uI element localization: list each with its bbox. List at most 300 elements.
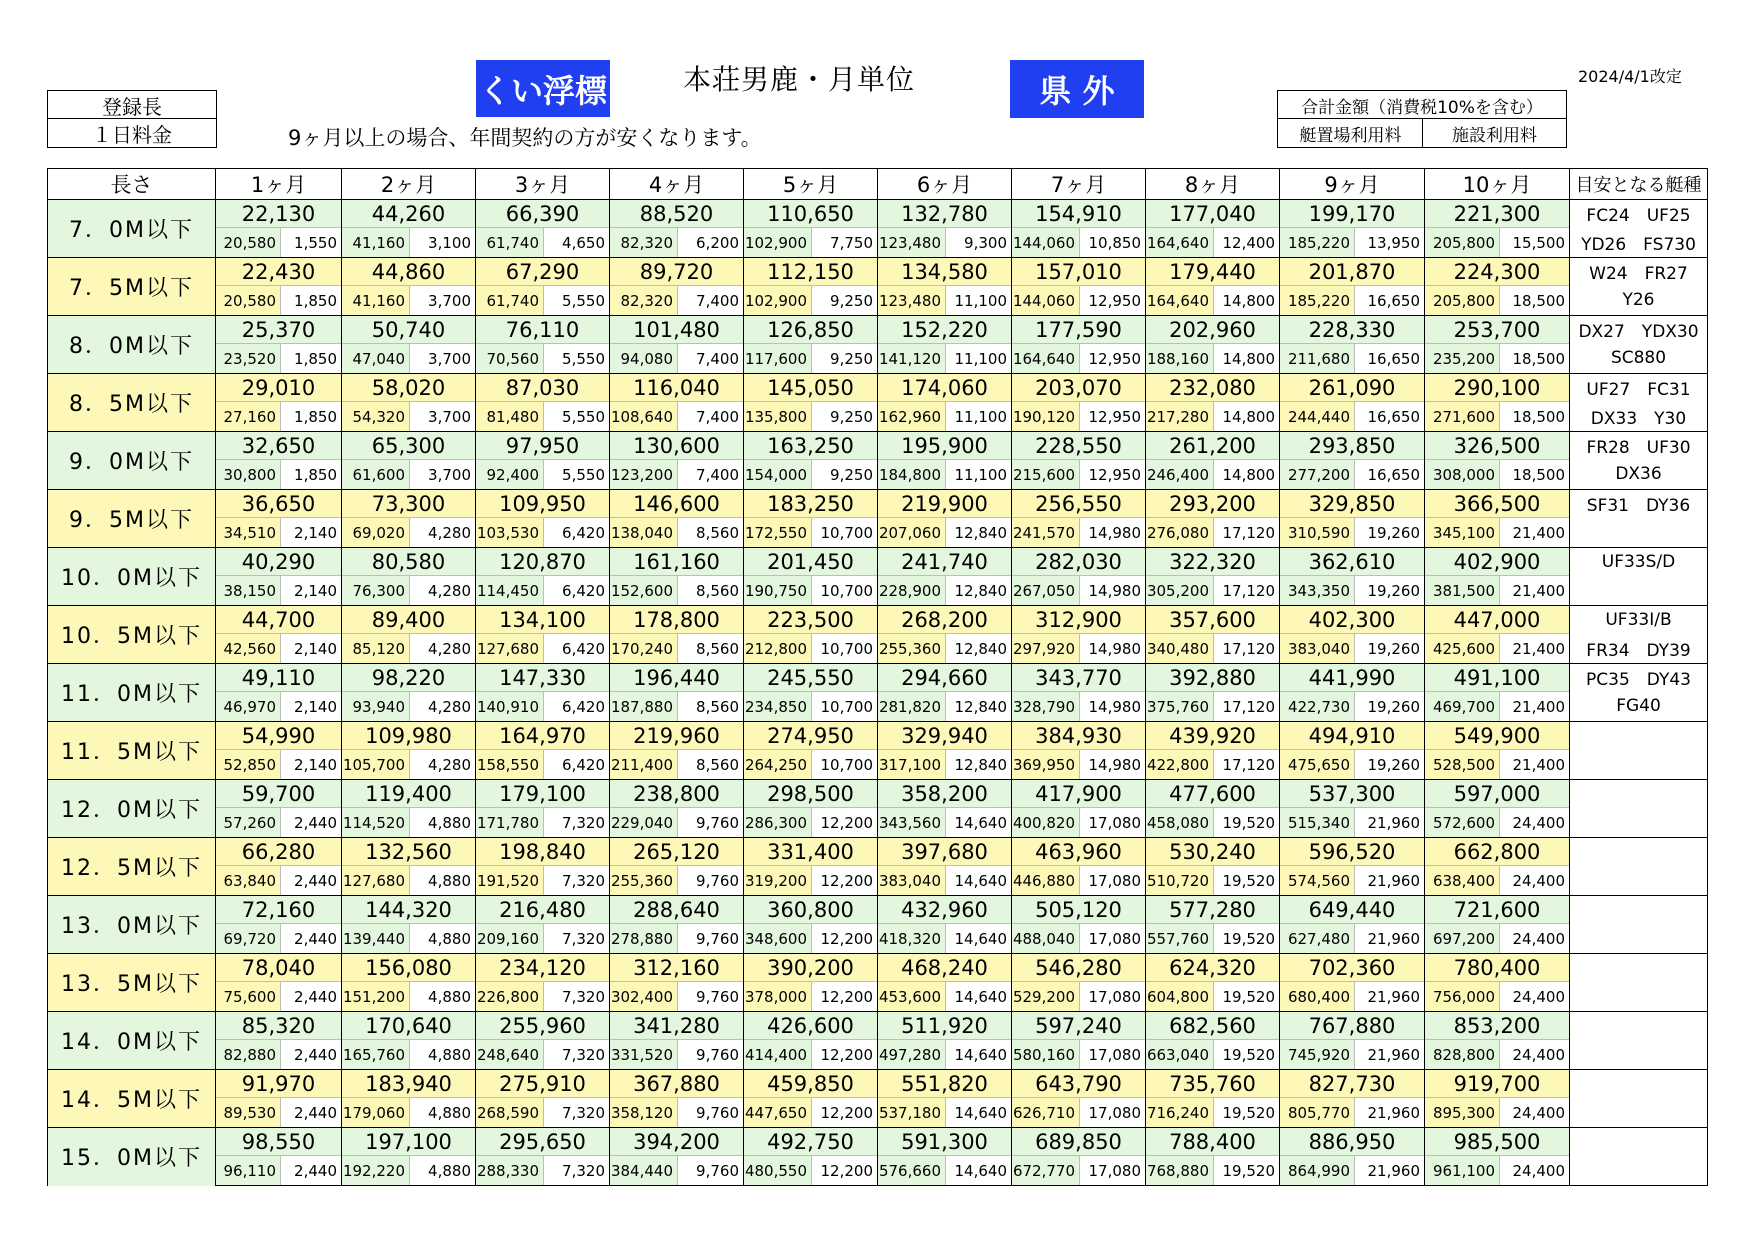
boat-types [1570,1012,1708,1040]
total-fee: 491,100 [1425,664,1570,692]
facility-fee: 21,960 [1355,982,1425,1012]
boat-types: DX27 YDX30 [1570,316,1708,344]
total-fee: 426,600 [744,1012,878,1040]
facility-fee: 6,420 [544,518,610,548]
mooring-fee: 70,560 [476,344,544,374]
mooring-fee: 317,100 [878,750,946,780]
mooring-fee: 626,710 [1012,1098,1080,1128]
total-fee: 170,640 [342,1012,476,1040]
mooring-fee: 255,360 [610,866,678,896]
facility-fee: 7,320 [544,1098,610,1128]
facility-fee: 17,080 [1080,982,1146,1012]
length-label: 9．5M以下 [48,490,216,548]
total-fee: 66,280 [216,838,342,866]
table-row [48,316,1708,344]
total-fee: 54,990 [216,722,342,750]
total-fee: 22,130 [216,200,342,228]
mooring-fee: 205,800 [1425,228,1500,258]
total-fee: 78,040 [216,954,342,982]
boat-types [1570,1040,1708,1070]
revision-date: 2024/4/1改定 [1578,67,1682,86]
total-fee: 126,850 [744,316,878,344]
facility-fee: 1,850 [281,344,342,374]
mooring-fee: 267,050 [1012,576,1080,606]
mooring-fee: 277,200 [1280,460,1355,490]
total-fee: 343,770 [1012,664,1146,692]
mooring-fee: 369,950 [1012,750,1080,780]
mooring-fee: 422,730 [1280,692,1355,722]
total-fee: 397,680 [878,838,1012,866]
facility-fee: 17,080 [1080,1040,1146,1070]
mooring-fee: 226,800 [476,982,544,1012]
facility-fee: 6,420 [544,750,610,780]
facility-fee: 14,640 [946,808,1012,838]
facility-fee: 9,760 [678,1156,744,1186]
mooring-fee: 144,060 [1012,286,1080,316]
total-fee: 643,790 [1012,1070,1146,1098]
facility-fee: 16,650 [1355,460,1425,490]
mooring-fee: 961,100 [1425,1156,1500,1186]
total-fee: 228,550 [1012,432,1146,460]
facility-fee: 2,440 [281,1098,342,1128]
mooring-fee: 212,800 [744,634,812,664]
mooring-fee: 61,600 [342,460,410,490]
total-fee: 89,400 [342,606,476,634]
total-fee: 362,610 [1280,548,1425,576]
facility-fee: 10,700 [812,576,878,606]
facility-fee: 19,260 [1355,634,1425,664]
total-fee: 183,250 [744,490,878,518]
mooring-fee: 278,880 [610,924,678,954]
mooring-fee: 768,880 [1146,1156,1214,1186]
total-fee: 29,010 [216,374,342,402]
mooring-fee: 82,320 [610,286,678,316]
mooring-fee: 20,580 [216,228,281,258]
facility-fee: 24,400 [1500,924,1570,954]
mooring-fee: 52,850 [216,750,281,780]
total-fee: 358,200 [878,780,1012,808]
total-fee: 174,060 [878,374,1012,402]
length-label: 7．5M以下 [48,258,216,316]
length-label: 8．0M以下 [48,316,216,374]
mooring-fee: 331,520 [610,1040,678,1070]
mooring-fee: 264,250 [744,750,812,780]
mooring-fee: 170,240 [610,634,678,664]
facility-fee: 4,880 [410,1156,476,1186]
facility-fee: 7,320 [544,1156,610,1186]
mooring-fee: 144,060 [1012,228,1080,258]
facility-fee: 9,300 [946,228,1012,258]
total-fee: 223,500 [744,606,878,634]
table-row [48,722,1708,750]
total-fee: 392,880 [1146,664,1280,692]
mooring-fee: 271,600 [1425,402,1500,432]
total-fee: 163,250 [744,432,878,460]
facility-fee: 12,200 [812,924,878,954]
facility-fee: 10,700 [812,750,878,780]
total-fee: 144,320 [342,896,476,924]
facility-fee: 2,140 [281,576,342,606]
total-fee: 177,040 [1146,200,1280,228]
total-fee: 241,740 [878,548,1012,576]
facility-fee: 21,960 [1355,808,1425,838]
boat-types: DX33 Y30 [1570,402,1708,432]
mooring-fee: 190,750 [744,576,812,606]
mooring-fee: 383,040 [1280,634,1355,664]
mooring-fee: 805,770 [1280,1098,1355,1128]
mooring-fee: 211,400 [610,750,678,780]
facility-fee: 4,880 [410,866,476,896]
total-fee: 274,950 [744,722,878,750]
header-month-3: 3ヶ月 [476,169,610,200]
mooring-fee: 41,160 [342,286,410,316]
facility-fee: 19,520 [1214,1098,1280,1128]
facility-fee: 8,560 [678,692,744,722]
facility-fee: 12,840 [946,750,1012,780]
facility-fee: 14,640 [946,982,1012,1012]
total-fee: 116,040 [610,374,744,402]
total-fee: 682,560 [1146,1012,1280,1040]
total-fee: 255,960 [476,1012,610,1040]
table-subrow [48,1040,1708,1070]
total-fee: 662,800 [1425,838,1570,866]
table-row [48,200,1708,228]
facility-fee: 9,760 [678,982,744,1012]
total-fee: 294,660 [878,664,1012,692]
total-fee: 177,590 [1012,316,1146,344]
mooring-fee: 140,910 [476,692,544,722]
mooring-fee: 358,120 [610,1098,678,1128]
mooring-fee: 241,570 [1012,518,1080,548]
total-fee: 145,050 [744,374,878,402]
facility-fee: 4,280 [410,518,476,548]
legend-daily-fee: １日料金 [47,118,217,148]
facility-fee: 17,120 [1214,750,1280,780]
total-fee: 178,800 [610,606,744,634]
mooring-fee: 529,200 [1012,982,1080,1012]
total-fee: 439,920 [1146,722,1280,750]
facility-fee: 1,850 [281,286,342,316]
facility-fee: 3,700 [410,286,476,316]
total-fee: 329,850 [1280,490,1425,518]
length-label: 7．0M以下 [48,200,216,258]
mooring-fee: 414,400 [744,1040,812,1070]
table-row [48,258,1708,286]
facility-fee: 9,760 [678,808,744,838]
total-fee: 134,580 [878,258,1012,286]
total-fee: 591,300 [878,1128,1012,1156]
mooring-fee: 154,000 [744,460,812,490]
table-subrow [48,402,1708,432]
facility-fee: 21,960 [1355,866,1425,896]
total-fee: 202,960 [1146,316,1280,344]
facility-fee: 17,120 [1214,692,1280,722]
boat-types: FR28 UF30 [1570,432,1708,460]
total-fee: 197,100 [342,1128,476,1156]
facility-fee: 7,400 [678,286,744,316]
length-label: 12．0M以下 [48,780,216,838]
facility-fee: 17,080 [1080,1156,1146,1186]
mooring-fee: 69,020 [342,518,410,548]
facility-fee: 4,880 [410,924,476,954]
total-fee: 468,240 [878,954,1012,982]
mooring-fee: 89,530 [216,1098,281,1128]
total-fee: 492,750 [744,1128,878,1156]
total-fee: 91,970 [216,1070,342,1098]
mooring-fee: 828,800 [1425,1040,1500,1070]
facility-fee: 2,440 [281,866,342,896]
boat-types: YD26 FS730 [1570,228,1708,258]
badge-kui-fuhyo: くい浮標 [476,60,610,117]
mooring-fee: 172,550 [744,518,812,548]
total-fee: 265,120 [610,838,744,866]
length-label: 13．0M以下 [48,896,216,954]
table-row [48,1128,1708,1156]
mooring-fee: 383,040 [878,866,946,896]
mooring-fee: 255,360 [878,634,946,664]
boat-types [1570,866,1708,896]
boat-types [1570,1098,1708,1128]
total-fee: 58,020 [342,374,476,402]
total-fee: 537,300 [1280,780,1425,808]
facility-fee: 14,640 [946,924,1012,954]
mooring-fee: 697,200 [1425,924,1500,954]
total-fee: 146,600 [610,490,744,518]
total-fee: 721,600 [1425,896,1570,924]
length-label: 9．0M以下 [48,432,216,490]
total-fee: 112,150 [744,258,878,286]
mooring-fee: 281,820 [878,692,946,722]
facility-fee: 10,700 [812,634,878,664]
table-row [48,374,1708,402]
header-month-8: 8ヶ月 [1146,169,1280,200]
header-month-6: 6ヶ月 [878,169,1012,200]
header-month-2: 2ヶ月 [342,169,476,200]
mooring-fee: 46,970 [216,692,281,722]
mooring-fee: 680,400 [1280,982,1355,1012]
mooring-fee: 94,080 [610,344,678,374]
contract-note: 9ヶ月以上の場合、年間契約の方が安くなります。 [288,126,762,150]
mooring-fee: 185,220 [1280,286,1355,316]
length-label: 8．5M以下 [48,374,216,432]
mooring-fee: 127,680 [476,634,544,664]
mooring-fee: 151,200 [342,982,410,1012]
facility-fee: 1,850 [281,402,342,432]
table-subrow [48,286,1708,316]
total-fee: 44,700 [216,606,342,634]
facility-fee: 18,500 [1500,460,1570,490]
mooring-fee: 515,340 [1280,808,1355,838]
total-fee: 494,910 [1280,722,1425,750]
mooring-fee: 246,400 [1146,460,1214,490]
facility-fee: 4,280 [410,576,476,606]
total-fee: 853,200 [1425,1012,1570,1040]
table-subrow [48,344,1708,374]
mooring-fee: 308,000 [1425,460,1500,490]
facility-fee: 21,960 [1355,924,1425,954]
total-fee: 253,700 [1425,316,1570,344]
mooring-fee: 447,650 [744,1098,812,1128]
facility-fee: 2,440 [281,1156,342,1186]
mooring-fee: 69,720 [216,924,281,954]
total-fee: 44,860 [342,258,476,286]
mooring-fee: 190,120 [1012,402,1080,432]
total-fee: 341,280 [610,1012,744,1040]
mooring-fee: 63,840 [216,866,281,896]
mooring-fee: 375,760 [1146,692,1214,722]
total-fee: 624,320 [1146,954,1280,982]
facility-fee: 12,200 [812,1098,878,1128]
total-fee: 268,200 [878,606,1012,634]
facility-fee: 14,980 [1080,634,1146,664]
facility-fee: 7,400 [678,344,744,374]
total-fee: 282,030 [1012,548,1146,576]
mooring-fee: 453,600 [878,982,946,1012]
table-subrow [48,982,1708,1012]
mooring-fee: 61,740 [476,286,544,316]
total-fee: 275,910 [476,1070,610,1098]
total-fee: 72,160 [216,896,342,924]
facility-fee: 14,800 [1214,402,1280,432]
facility-fee: 9,760 [678,866,744,896]
legend-total-incl-tax: 合計金額（消費税10%を含む） [1277,90,1567,120]
boat-types: W24 FR27 [1570,258,1708,286]
table-row [48,548,1708,576]
mooring-fee: 102,900 [744,286,812,316]
boat-types [1570,780,1708,808]
facility-fee: 14,800 [1214,344,1280,374]
facility-fee: 7,750 [812,228,878,258]
facility-fee: 12,950 [1080,344,1146,374]
total-fee: 120,870 [476,548,610,576]
boat-types [1570,954,1708,982]
facility-fee: 9,250 [812,286,878,316]
total-fee: 164,970 [476,722,610,750]
boat-types: FR34 DY39 [1570,634,1708,664]
table-subrow [48,634,1708,664]
facility-fee: 9,250 [812,460,878,490]
mooring-fee: 574,560 [1280,866,1355,896]
table-row [48,606,1708,634]
header-month-10: 10ヶ月 [1425,169,1570,200]
table-row [48,954,1708,982]
facility-fee: 12,200 [812,866,878,896]
total-fee: 551,820 [878,1070,1012,1098]
facility-fee: 2,440 [281,1040,342,1070]
facility-fee: 8,560 [678,518,744,548]
mooring-fee: 235,200 [1425,344,1500,374]
total-fee: 577,280 [1146,896,1280,924]
facility-fee: 2,140 [281,750,342,780]
facility-fee: 12,200 [812,1156,878,1186]
total-fee: 596,520 [1280,838,1425,866]
facility-fee: 3,700 [410,402,476,432]
total-fee: 67,290 [476,258,610,286]
boat-types [1570,1128,1708,1156]
total-fee: 463,960 [1012,838,1146,866]
facility-fee: 12,840 [946,634,1012,664]
facility-fee: 12,950 [1080,402,1146,432]
total-fee: 649,440 [1280,896,1425,924]
boat-types: SC880 [1570,344,1708,374]
fee-table [47,168,1708,1186]
total-fee: 80,580 [342,548,476,576]
total-fee: 402,300 [1280,606,1425,634]
mooring-fee: 627,480 [1280,924,1355,954]
mooring-fee: 93,940 [342,692,410,722]
boat-types: UF33S/D [1570,548,1708,576]
facility-fee: 14,800 [1214,286,1280,316]
total-fee: 432,960 [878,896,1012,924]
mooring-fee: 209,160 [476,924,544,954]
mooring-fee: 135,800 [744,402,812,432]
mooring-fee: 114,450 [476,576,544,606]
mooring-fee: 57,260 [216,808,281,838]
mooring-fee: 152,600 [610,576,678,606]
total-fee: 985,500 [1425,1128,1570,1156]
length-label: 14．0M以下 [48,1012,216,1070]
boat-types [1570,808,1708,838]
facility-fee: 24,400 [1500,808,1570,838]
facility-fee: 19,520 [1214,808,1280,838]
mooring-fee: 425,600 [1425,634,1500,664]
total-fee: 245,550 [744,664,878,692]
table-row [48,432,1708,460]
facility-fee: 8,560 [678,634,744,664]
total-fee: 161,160 [610,548,744,576]
mooring-fee: 92,400 [476,460,544,490]
mooring-fee: 422,800 [1146,750,1214,780]
facility-fee: 14,800 [1214,460,1280,490]
boat-types: SF31 DY36 [1570,490,1708,518]
table-row [48,1012,1708,1040]
mooring-fee: 165,760 [342,1040,410,1070]
total-fee: 312,900 [1012,606,1146,634]
legend-registered-length: 登録長 [47,90,217,120]
table-row [48,896,1708,924]
facility-fee: 4,280 [410,692,476,722]
total-fee: 312,160 [610,954,744,982]
mooring-fee: 102,900 [744,228,812,258]
mooring-fee: 191,520 [476,866,544,896]
mooring-fee: 528,500 [1425,750,1500,780]
facility-fee: 2,140 [281,634,342,664]
mooring-fee: 343,560 [878,808,946,838]
facility-fee: 21,400 [1500,692,1570,722]
facility-fee: 19,520 [1214,1156,1280,1186]
mooring-fee: 207,060 [878,518,946,548]
total-fee: 88,520 [610,200,744,228]
facility-fee: 9,250 [812,402,878,432]
total-fee: 219,960 [610,722,744,750]
mooring-fee: 187,880 [610,692,678,722]
total-fee: 477,600 [1146,780,1280,808]
facility-fee: 12,840 [946,518,1012,548]
total-fee: 886,950 [1280,1128,1425,1156]
total-fee: 441,990 [1280,664,1425,692]
boat-types: FG40 [1570,692,1708,722]
total-fee: 119,400 [342,780,476,808]
mooring-fee: 537,180 [878,1098,946,1128]
facility-fee: 4,880 [410,982,476,1012]
facility-fee: 2,440 [281,924,342,954]
total-fee: 788,400 [1146,1128,1280,1156]
total-fee: 130,600 [610,432,744,460]
facility-fee: 10,700 [812,692,878,722]
total-fee: 219,900 [878,490,1012,518]
mooring-fee: 164,640 [1146,286,1214,316]
mooring-fee: 469,700 [1425,692,1500,722]
